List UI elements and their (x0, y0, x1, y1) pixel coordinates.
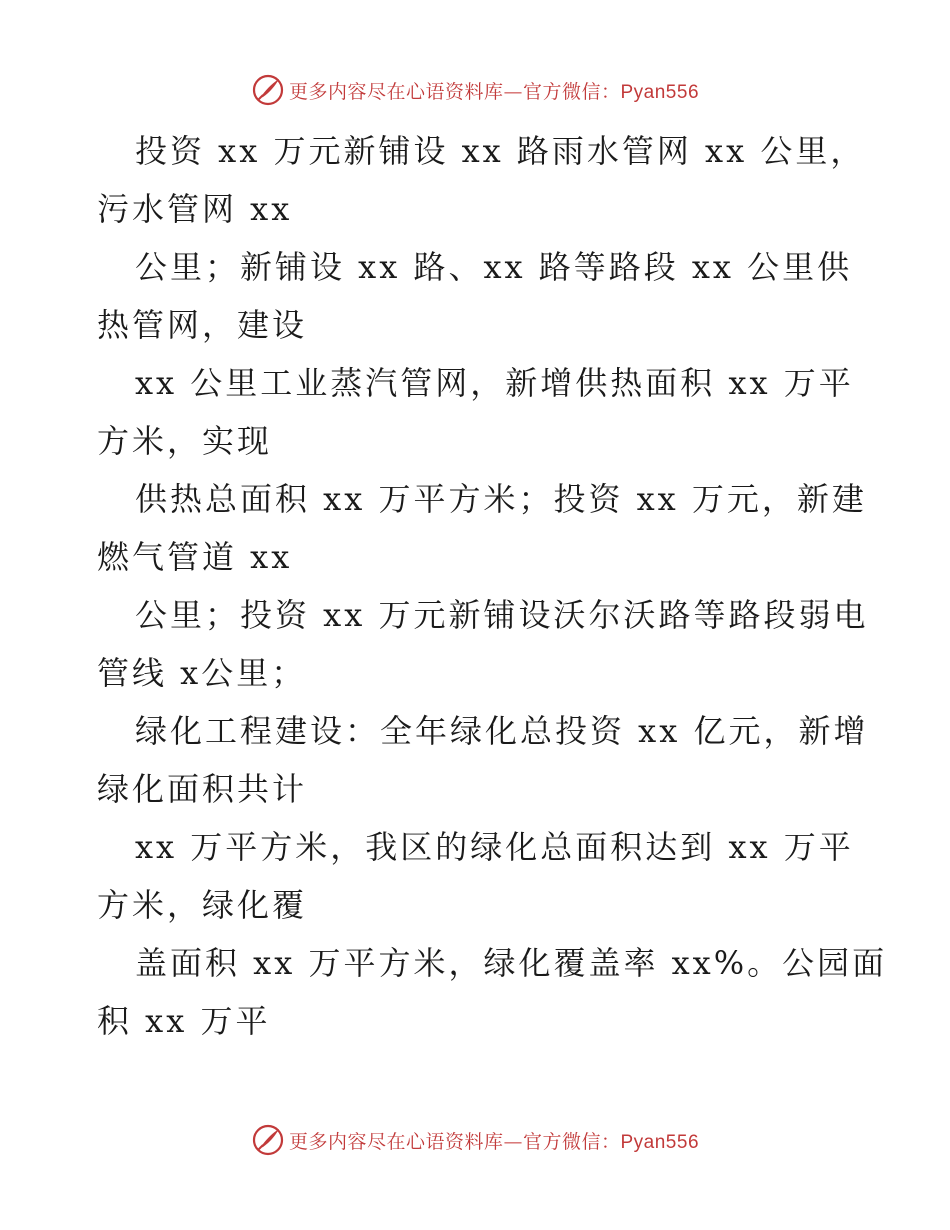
paragraph-6-line-1: 绿化工程建设：全年绿化总投资 xx 亿元，新增 (135, 712, 869, 750)
watermark-main-text: 更多内容尽在心语资料库 (288, 1130, 504, 1153)
paragraph-8-line-2: 积 xx 万平 (97, 1002, 271, 1040)
paragraph-1-line-1: 投资 xx 万元新铺设 xx 路雨水管网 xx 公里， (135, 132, 866, 170)
watermark-dash: — (503, 80, 523, 103)
paragraph-7-line-2: 方米，绿化覆 (97, 886, 308, 924)
paragraph-6-line-2: 绿化面积共计 (97, 770, 308, 808)
paragraph-2-line-2: 热管网，建设 (97, 306, 308, 344)
paragraph-3-line-1: xx 公里工业蒸汽管网，新增供热面积 xx 万平 (135, 364, 854, 402)
paragraph-1-line-2: 污水管网 xx (97, 190, 293, 228)
document-body (97, 122, 888, 1050)
watermark-text (289, 77, 699, 104)
paragraph-4-line-1: 供热总面积 xx 万平方米；投资 xx 万元，新建 (135, 480, 867, 518)
watermark-main-text: 更多内容尽在心语资料库 (288, 80, 504, 103)
paragraph-5-line-2: 管线 x公里； (97, 654, 307, 692)
watermark-wechat-label: 官方微信： (522, 80, 621, 103)
paragraph-2-line-1: 公里；新铺设 xx 路、xx 路等路段 xx 公里供 (135, 248, 853, 286)
feather-pen-logo-icon (251, 1123, 285, 1157)
watermark-text (289, 1127, 699, 1154)
watermark-dash: — (503, 1130, 523, 1153)
feather-pen-logo-icon (251, 73, 285, 107)
paragraph-8-line-1: 盖面积 xx 万平方米，绿化覆盖率 xx%。公园面 (135, 944, 888, 982)
paragraph-5-line-1: 公里；投资 xx 万元新铺设沃尔沃路等路段弱电 (135, 596, 869, 634)
watermark-wechat-label: 官方微信： (522, 1130, 621, 1153)
paragraph-3-line-2: 方米，实现 (97, 422, 273, 460)
footer-watermark (0, 1120, 950, 1160)
header-watermark (0, 70, 950, 110)
watermark-wechat-id: Pyan556 (620, 81, 700, 103)
paragraph-7-line-1: xx 万平方米，我区的绿化总面积达到 xx 万平 (135, 828, 854, 866)
paragraph-4-line-2: 燃气管道 xx (97, 538, 293, 576)
watermark-wechat-id: Pyan556 (620, 1131, 700, 1153)
